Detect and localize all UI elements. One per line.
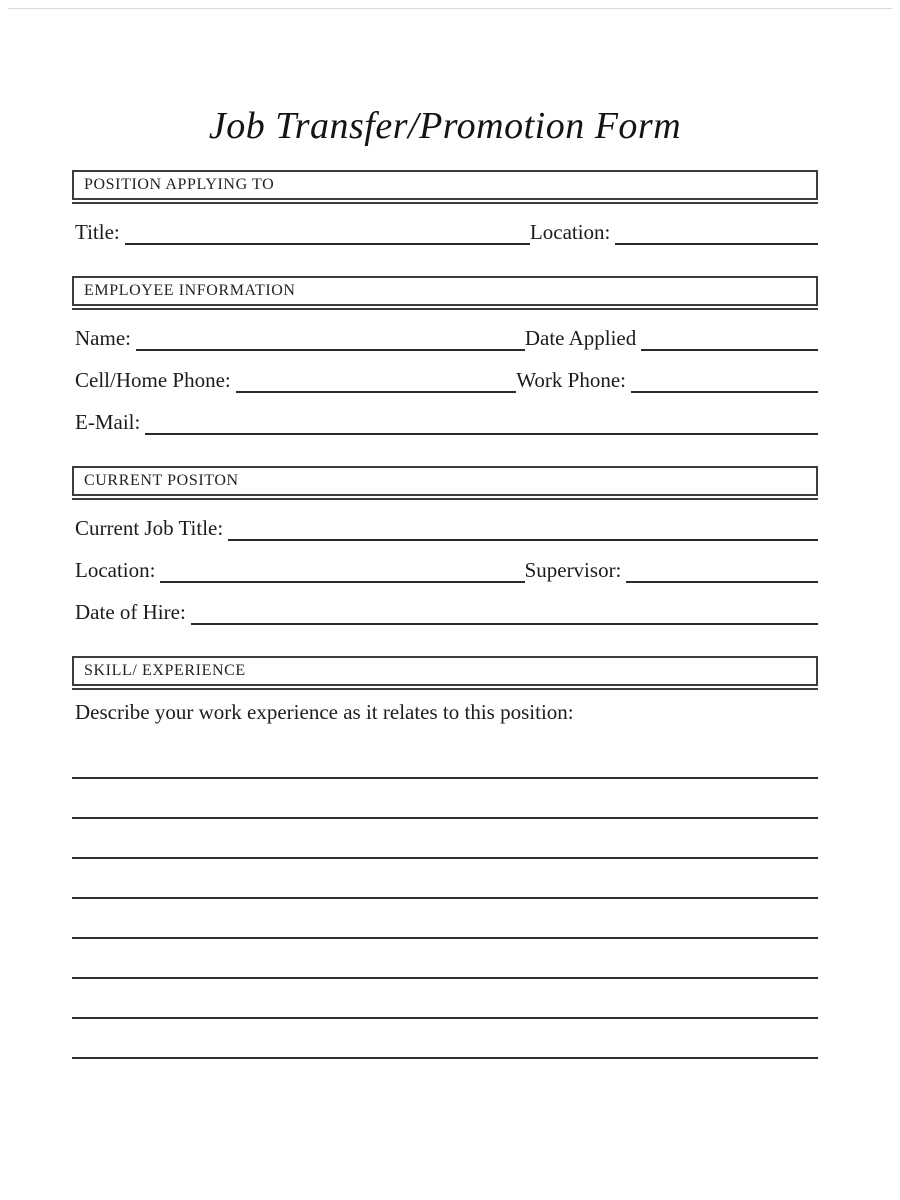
section-current-position	[72, 466, 818, 634]
section-header-current-label: CURRENT POSITON	[84, 472, 239, 489]
title-input-line[interactable]	[125, 221, 530, 245]
section-header-position-label: POSITION APPLYING TO	[84, 176, 275, 193]
email-input-line[interactable]	[145, 411, 818, 435]
row-location-supervisor	[72, 550, 818, 592]
title-label: Title:	[75, 220, 120, 244]
write-in-line[interactable]	[72, 779, 818, 819]
current-location-label: Location:	[75, 558, 156, 582]
date-applied-label: Date Applied	[524, 326, 637, 350]
email-label: E-Mail:	[75, 410, 141, 434]
section-employee-information	[72, 276, 818, 444]
location-input-line[interactable]	[615, 221, 818, 245]
row-current-job-title	[72, 508, 818, 550]
name-input-line[interactable]	[136, 327, 525, 351]
section-header-employee-label: EMPLOYEE INFORMATION	[84, 282, 296, 299]
row-email	[72, 402, 818, 444]
section-position-applying-to	[72, 170, 818, 254]
write-in-line[interactable]	[72, 819, 818, 859]
supervisor-input-line[interactable]	[626, 559, 818, 583]
cell-home-phone-input-line[interactable]	[236, 369, 517, 393]
row-date-of-hire	[72, 592, 818, 634]
current-location-input-line[interactable]	[160, 559, 524, 583]
write-in-line[interactable]	[72, 739, 818, 779]
write-in-line[interactable]	[72, 859, 818, 899]
section-skill-experience	[72, 656, 818, 1059]
work-phone-input-line[interactable]	[631, 369, 818, 393]
write-in-line[interactable]	[72, 939, 818, 979]
write-in-line[interactable]	[72, 899, 818, 939]
write-in-line[interactable]	[72, 1019, 818, 1059]
form-title: Job Transfer/Promotion Form	[208, 105, 682, 147]
row-title-location	[72, 212, 818, 254]
write-in-lines	[72, 739, 818, 1059]
current-job-title-label: Current Job Title:	[75, 516, 224, 540]
date-of-hire-label: Date of Hire:	[75, 600, 186, 624]
supervisor-label: Supervisor:	[524, 558, 622, 582]
date-applied-input-line[interactable]	[641, 327, 818, 351]
section-header-skill	[72, 656, 818, 686]
section-header-skill-label: SKILL/ EXPERIENCE	[84, 662, 246, 679]
section-header-current	[72, 466, 818, 496]
experience-prompt: Describe your work experience as it relates to this position:	[75, 700, 574, 724]
write-in-line[interactable]	[72, 979, 818, 1019]
row-name-date-applied	[72, 318, 818, 360]
date-of-hire-input-line[interactable]	[191, 601, 818, 625]
location-label: Location:	[529, 220, 611, 244]
row-phones	[72, 360, 818, 402]
section-header-position	[72, 170, 818, 200]
work-phone-label: Work Phone:	[516, 368, 626, 392]
page-top-rule	[8, 8, 892, 9]
current-job-title-input-line[interactable]	[228, 517, 818, 541]
name-label: Name:	[75, 326, 131, 350]
cell-home-phone-label: Cell/Home Phone:	[75, 368, 231, 392]
section-header-employee	[72, 276, 818, 306]
